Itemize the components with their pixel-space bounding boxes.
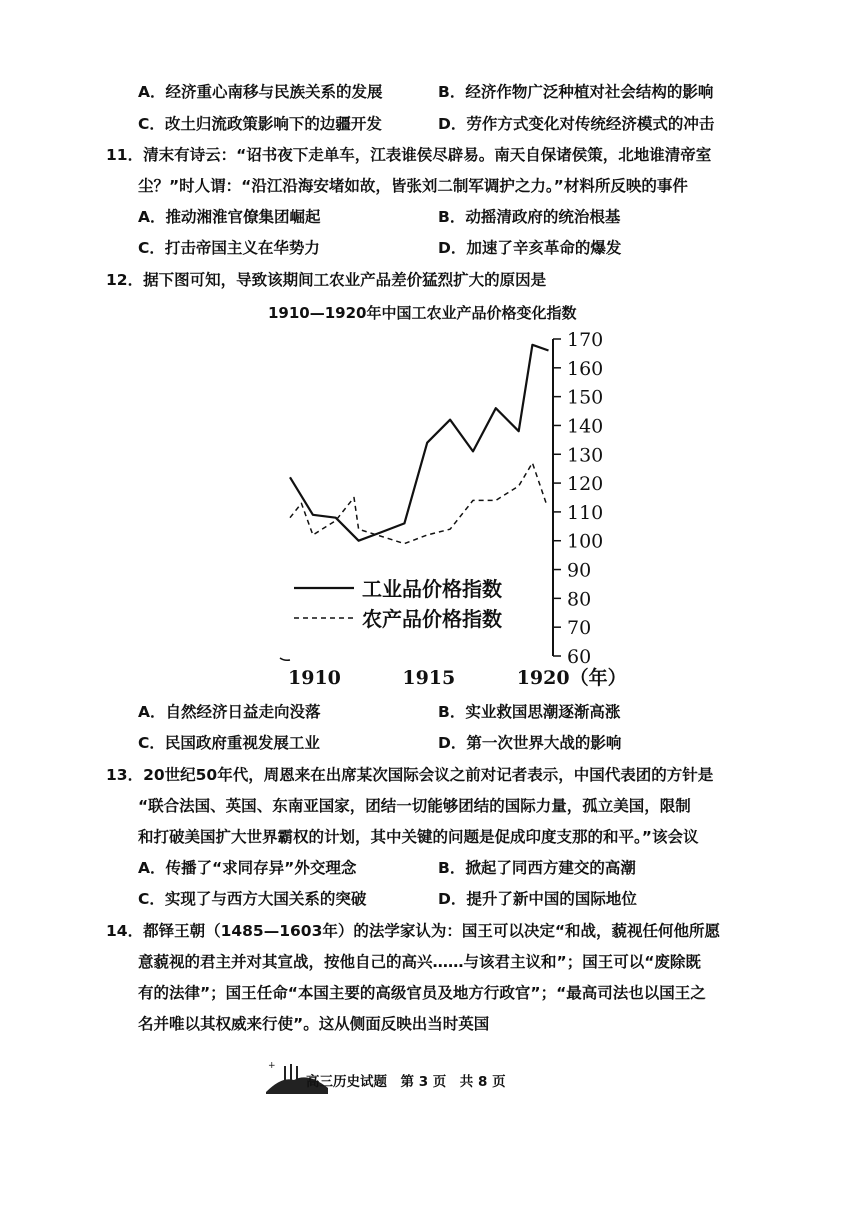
- x-axis-stub: [280, 658, 290, 660]
- y-tick-label: 80: [567, 588, 592, 611]
- y-tick-label: 170: [567, 329, 604, 351]
- q13-option-d: D．提升了新中国的国际地位: [438, 890, 637, 908]
- q13-stem-line-2: “联合法国、英国、东南亚国家，团结一切能够团结的国际力量，孤立美国，限制: [138, 797, 691, 815]
- q10-option-b: B．经济作物广泛种植对社会结构的影响: [438, 83, 714, 101]
- q12-option-b: B．实业救国思潮逐渐高涨: [438, 703, 621, 721]
- legend-label: 工业品价格指数: [362, 577, 502, 601]
- y-tick-label: 130: [567, 444, 604, 467]
- q14-stem-line-2: 意藐视的君主并对其宣战，按他自己的高兴……与该君主议和”；国王可以“废除既: [138, 953, 701, 971]
- q11-stem-line-1: 11．清末有诗云：“诏书夜下走单车，江表谁侯尽辟易。南天自保诸侯策，北地谁清帝室: [106, 146, 712, 164]
- q12-option-d: D．第一次世界大战的影响: [438, 734, 622, 752]
- q12-option-a: A．自然经济日益走向没落: [138, 703, 321, 721]
- x-axis: [280, 658, 627, 689]
- q13-option-a: A．传播了“求同存异”外交理念: [138, 859, 357, 877]
- svg-text:+: +: [268, 1061, 276, 1071]
- y-tick-label: 140: [567, 415, 604, 438]
- x-tick-label: 1920（年）: [516, 667, 627, 689]
- q12-option-c: C．民国政府重视发展工业: [138, 734, 320, 752]
- q14-stem-line-1: 14．都铎王朝（1485—1603年）的法学家认为：国王可以决定“和战，藐视任何他所愿: [106, 922, 721, 940]
- q11-option-d: D．加速了辛亥革命的爆发: [438, 239, 622, 257]
- y-tick-label: 70: [567, 617, 592, 640]
- legend-label: 农产品价格指数: [362, 607, 502, 631]
- q10-option-a: A．经济重心南移与民族关系的发展: [138, 83, 383, 101]
- q14-stem-line-3: 有的法律”；国王任命“本国主要的高级官员及地方行政官”；“最高司法也以国王之: [138, 984, 706, 1002]
- q11-option-c: C．打击帝国主义在华势力: [138, 239, 320, 257]
- q14-stem-line-4: 名并唯以其权威来行使”。这从侧面反映出当时英国: [138, 1015, 490, 1033]
- y-tick-label: 120: [567, 473, 604, 496]
- q11-option-a: A．推动湘淮官僚集团崛起: [138, 208, 321, 226]
- q10-option-c: C．改土归流政策影响下的边疆开发: [138, 115, 382, 133]
- q13-option-c: C．实现了与西方大国关系的突破: [138, 890, 367, 908]
- series-lines: [290, 345, 549, 544]
- y-tick-label: 110: [567, 501, 604, 524]
- q10-option-d: D．劳作方式变化对传统经济模式的冲击: [438, 115, 715, 133]
- y-tick-label: 60: [567, 646, 592, 668]
- page-footer: 高三历史试题 第 3 页 共 8 页: [306, 1074, 506, 1090]
- q11-option-b: B．动摇清政府的统治根基: [438, 208, 621, 226]
- x-tick-label: 1910: [288, 667, 341, 689]
- q13-option-b: B．掀起了同西方建交的高潮: [438, 859, 636, 877]
- x-tick-label: 1915: [402, 667, 456, 689]
- y-tick-label: 160: [567, 357, 604, 380]
- series-line-agricultural: [290, 463, 546, 544]
- q11-stem-line-2: 尘？”时人谓：“沿江沿海安堵如故，皆张刘二制军调护之力。”材料所反映的事件: [138, 177, 688, 195]
- y-axis: [553, 329, 603, 668]
- q13-stem-line-3: 和打破美国扩大世界霸权的计划，其中关键的问题是促成印度支那的和平。”该会议: [138, 828, 699, 846]
- q13-stem-line-1: 13．20世纪50年代，周恩来在出席某次国际会议之前对记者表示，中国代表团的方针是: [106, 766, 714, 784]
- chart-legend: [294, 577, 502, 631]
- q12-stem: 12．据下图可知，导致该期间工农业产品差价猛烈扩大的原因是: [106, 271, 547, 289]
- y-tick-label: 150: [567, 386, 604, 409]
- chart-title: 1910—1920年中国工农业产品价格变化指数: [268, 304, 577, 322]
- series-line-industrial: [290, 345, 549, 541]
- y-tick-label: 100: [567, 530, 604, 553]
- y-tick-label: 90: [567, 559, 592, 582]
